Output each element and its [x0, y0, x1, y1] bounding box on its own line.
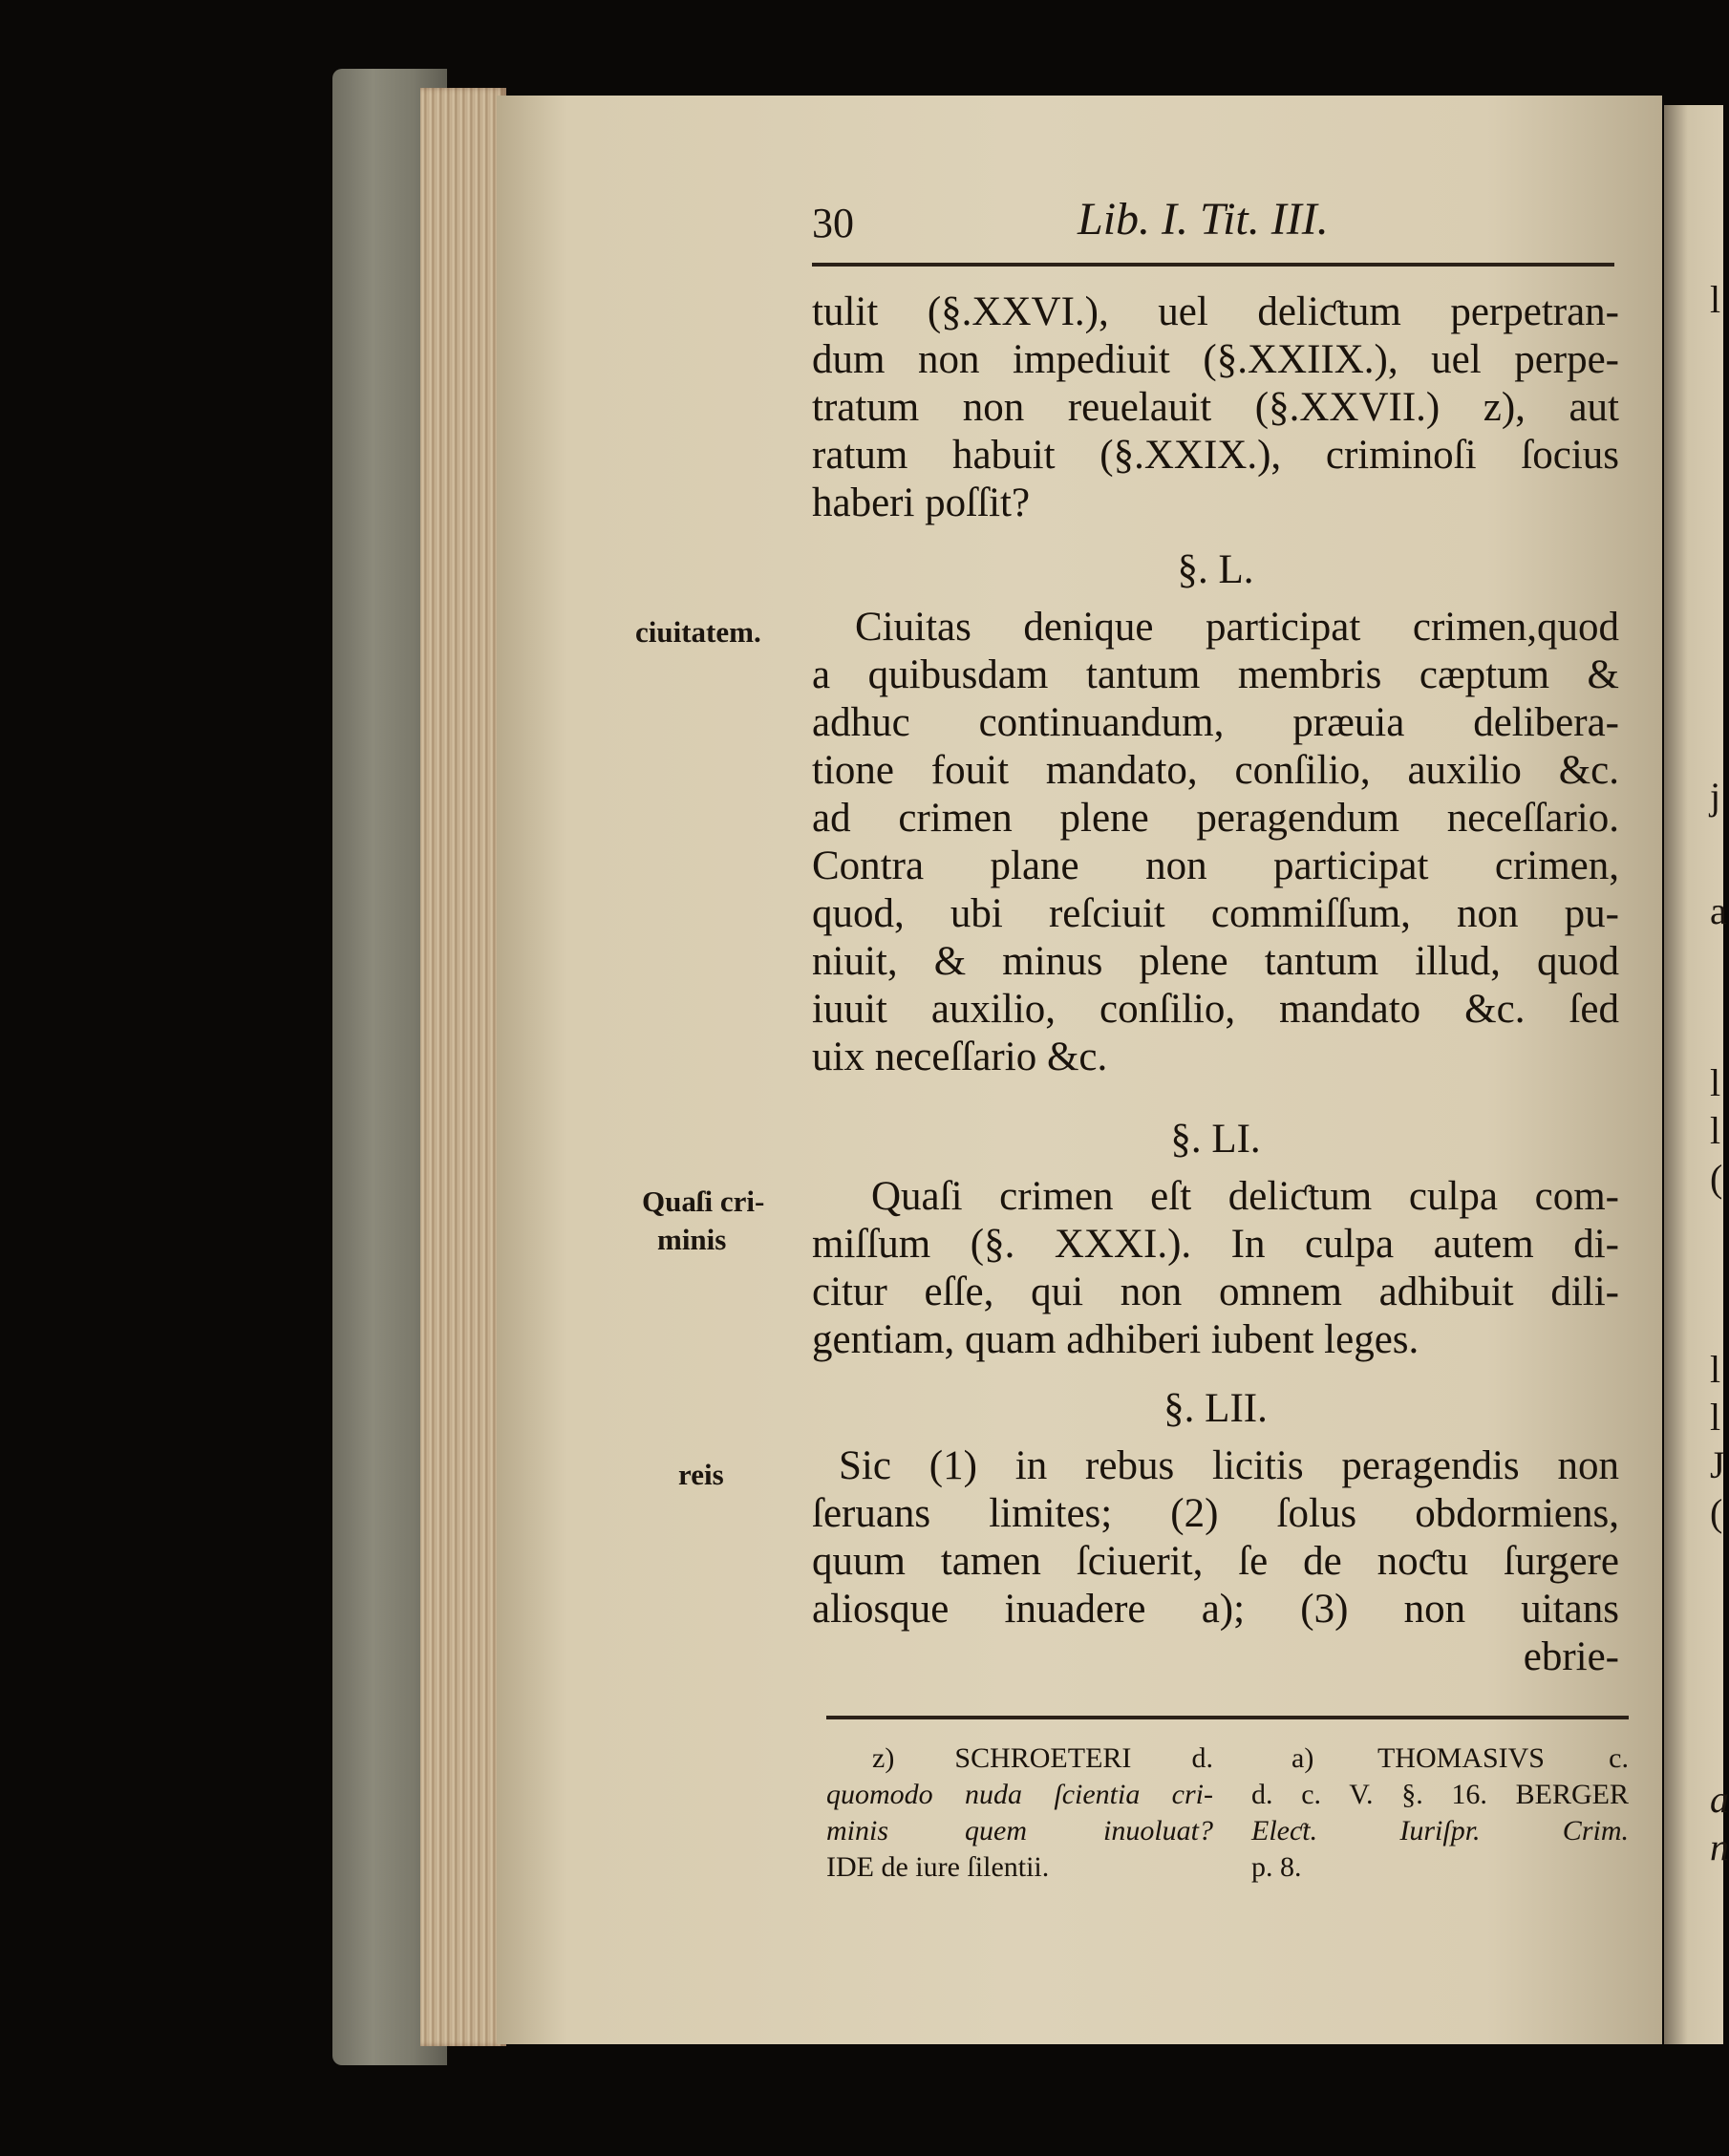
text-line: citur eſſe, qui non omnem adhibuit dili- — [812, 1270, 1619, 1314]
facing-page-mark: l — [1710, 1109, 1721, 1152]
facing-page-mark: l — [1710, 1061, 1721, 1104]
catchword: ebrie- — [1523, 1634, 1619, 1679]
text-line: Contra plane non participat crimen, — [812, 843, 1619, 888]
paragraph-continuation — [812, 288, 1619, 527]
text-line: aliosque inuadere a); (3) non uitans — [812, 1587, 1619, 1632]
paragraph-LII — [812, 1442, 1619, 1681]
footnote-line: Eleƈt. Iuriſpr. Crim. — [1251, 1815, 1629, 1846]
footnote-line: p. 8. — [1251, 1851, 1302, 1883]
text-line: niuit, & minus plene tantum illud, quod — [812, 939, 1619, 984]
text-line: haberi poſſit? — [812, 480, 1031, 525]
text-line: miſſum (§. XXXI.). In culpa autem di- — [812, 1222, 1619, 1267]
facing-page-mark: ( — [1710, 1157, 1723, 1200]
text-line: Ciuitas denique participat crimen,quod — [855, 605, 1619, 650]
facing-page-mark: a — [1710, 1778, 1729, 1821]
paragraph-L — [812, 604, 1619, 1081]
facing-page-mark: n — [1710, 1825, 1729, 1868]
text-line: dum non impediuit (§.XXIIX.), uel perpe- — [812, 337, 1619, 382]
section-heading-LI: §. LI. — [1170, 1117, 1261, 1162]
margin-note-ciuitatem: ciuitatem. — [635, 615, 761, 649]
margin-note-reis: reis — [678, 1458, 724, 1491]
section-heading-L: §. L. — [1177, 547, 1254, 592]
footnote-z — [826, 1740, 1213, 1886]
footnote-line: z) SCHROETERI d. — [872, 1742, 1213, 1774]
text-line: tratum non reuelauit (§.XXVII.) z), aut — [812, 385, 1619, 430]
page-number: 30 — [812, 200, 854, 246]
text-line: quod, ubi reſciuit commiſſum, non pu- — [812, 891, 1619, 936]
paragraph-LI — [812, 1173, 1619, 1364]
text-line: tione fouit mandato, conſilio, auxilio &c. — [812, 748, 1619, 793]
margin-note-quasi: Quaſi cri- — [642, 1185, 765, 1218]
footnote-rule — [826, 1716, 1629, 1719]
footnote-line: IDE de iure ſilentii. — [826, 1851, 1050, 1883]
facing-page-mark: ( — [1710, 1491, 1723, 1534]
text-line: a quibusdam tantum membris cæptum & — [812, 652, 1619, 697]
footnote-a — [1251, 1740, 1629, 1886]
facing-page-mark: l — [1710, 278, 1721, 321]
page-edges — [420, 88, 506, 2046]
header-rule — [812, 263, 1614, 267]
running-title: Lib. I. Tit. III. — [1078, 194, 1329, 245]
facing-page-mark: J — [1710, 1443, 1725, 1486]
footnote-line: minis quem inuoluat? — [826, 1815, 1213, 1846]
section-heading-LII: §. LII. — [1163, 1386, 1268, 1431]
text-line: uix neceſſario &c. — [812, 1035, 1108, 1079]
text-line: gentiam, quam adhiberi iubent leges. — [812, 1317, 1419, 1362]
text-line: ſeruans limites; (2) ſolus obdormiens, — [812, 1491, 1619, 1536]
text-line: iuuit auxilio, conſilio, mandato &c. ſed — [812, 987, 1619, 1032]
footnote-line: a) THOMASIVS c. — [1291, 1742, 1629, 1774]
text-line: Sic (1) in rebus licitis peragendis non — [839, 1443, 1619, 1488]
facing-page-mark: j — [1710, 775, 1721, 818]
facing-page-mark: a — [1710, 889, 1727, 932]
text-line: tulit (§.XXVI.), uel deliƈtum perpetran- — [812, 289, 1619, 334]
facing-page-mark: l — [1710, 1348, 1721, 1391]
text-line: quum tamen ſciuerit, ſe de noƈtu ſurgere — [812, 1539, 1619, 1584]
footnote-line: d. c. V. §. 16. BERGER — [1251, 1779, 1629, 1810]
text-line: ratum habuit (§.XXIX.), criminoſi ſocius — [812, 433, 1619, 478]
footnote-line: quomodo nuda ſcientia cri- — [826, 1779, 1213, 1810]
margin-note-criminis: minis — [657, 1223, 727, 1256]
text-line: adhuc continuandum, præuia delibera- — [812, 700, 1619, 745]
text-line: Quaſi crimen eſt deliƈtum culpa com- — [871, 1174, 1619, 1219]
facing-page-mark: l — [1710, 1396, 1721, 1439]
text-line: ad crimen plene peragendum neceſſario. — [812, 796, 1619, 841]
